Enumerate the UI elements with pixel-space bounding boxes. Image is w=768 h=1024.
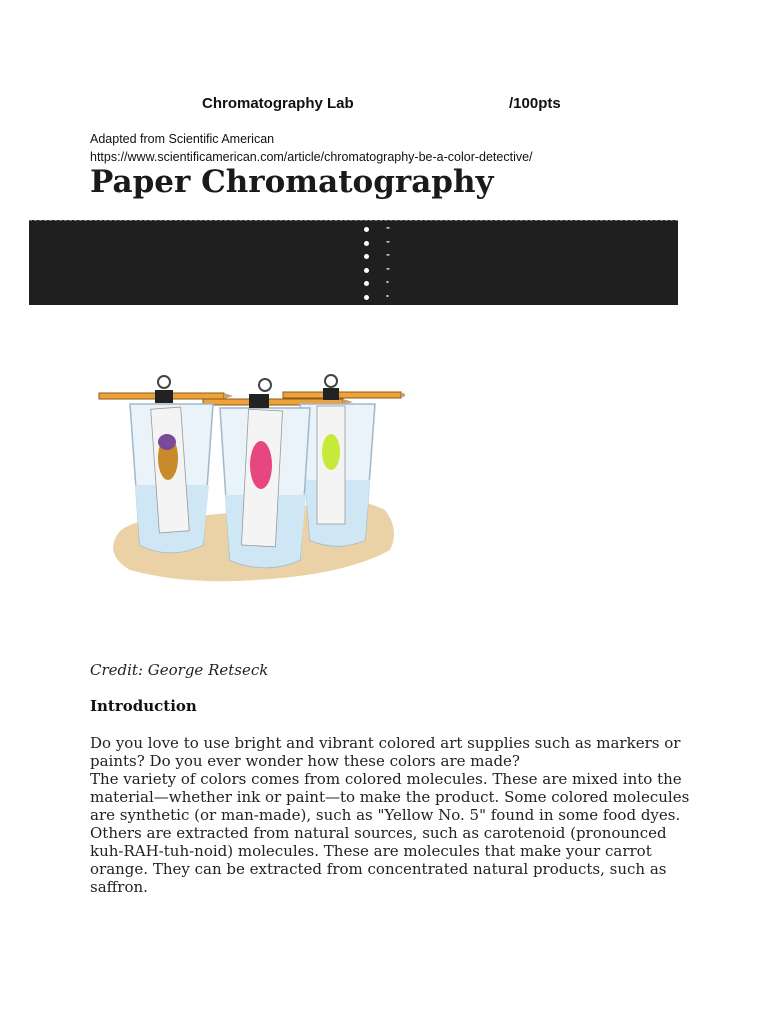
toolbar-link[interactable]: ▬ <box>386 238 390 244</box>
bullet-dot <box>364 254 369 259</box>
page-title: Paper Chromatography <box>90 164 494 200</box>
bullet-list <box>364 227 369 308</box>
bullet-dot <box>364 295 369 300</box>
intro-paragraph: Do you love to use bright and vibrant colored art supplies such as markers or paints? Do you ever wonder how these colors are made? <box>90 734 681 770</box>
image-credit: Credit: George Retseck <box>90 661 269 679</box>
intro-body <box>90 734 690 896</box>
toolbar-link[interactable]: ▬ <box>386 252 390 257</box>
dye-spot-right <box>322 434 340 470</box>
bullet-dot <box>364 268 369 273</box>
header-title: Chromatography Lab <box>202 95 354 112</box>
source-url[interactable]: https://www.scientificamerican.com/article/chromatography-be-a-color-detective/ <box>90 150 533 164</box>
toolbar-link[interactable]: ▪ <box>386 279 389 284</box>
chromatography-illustration <box>95 370 405 595</box>
dye-spot-middle <box>250 441 272 489</box>
bullet-dot <box>364 227 369 232</box>
intro-heading: Introduction <box>90 697 197 715</box>
header-points: /100pts <box>509 95 561 112</box>
glass-middle <box>220 379 310 568</box>
intro-paragraph: The variety of colors comes from colored molecules. These are mixed into the material—whether ink or paint—to make the product. Some colored molecules are synthetic (or man-made), such as "Yellow No. 5" found in some food dyes. Others are extracted from natural sources, such as carotenoid (pronounced kuh-RAH-tuh-noid) molecules. These are molecules that make your carrot orange. They can be extracted from concentrated natural products, such as saffron. <box>90 770 690 896</box>
glass-left <box>130 376 213 553</box>
source-adapted: Adapted from Scientific American <box>90 132 275 146</box>
toolbar-links <box>386 221 390 302</box>
toolbar-link[interactable]: ▪ <box>386 292 389 298</box>
bullet-dot <box>364 281 369 286</box>
toolbar-link[interactable]: ▬ <box>386 225 390 230</box>
share-toolbar <box>29 220 678 305</box>
bullet-dot <box>364 241 369 246</box>
toolbar-link[interactable]: ▬ <box>386 265 390 271</box>
